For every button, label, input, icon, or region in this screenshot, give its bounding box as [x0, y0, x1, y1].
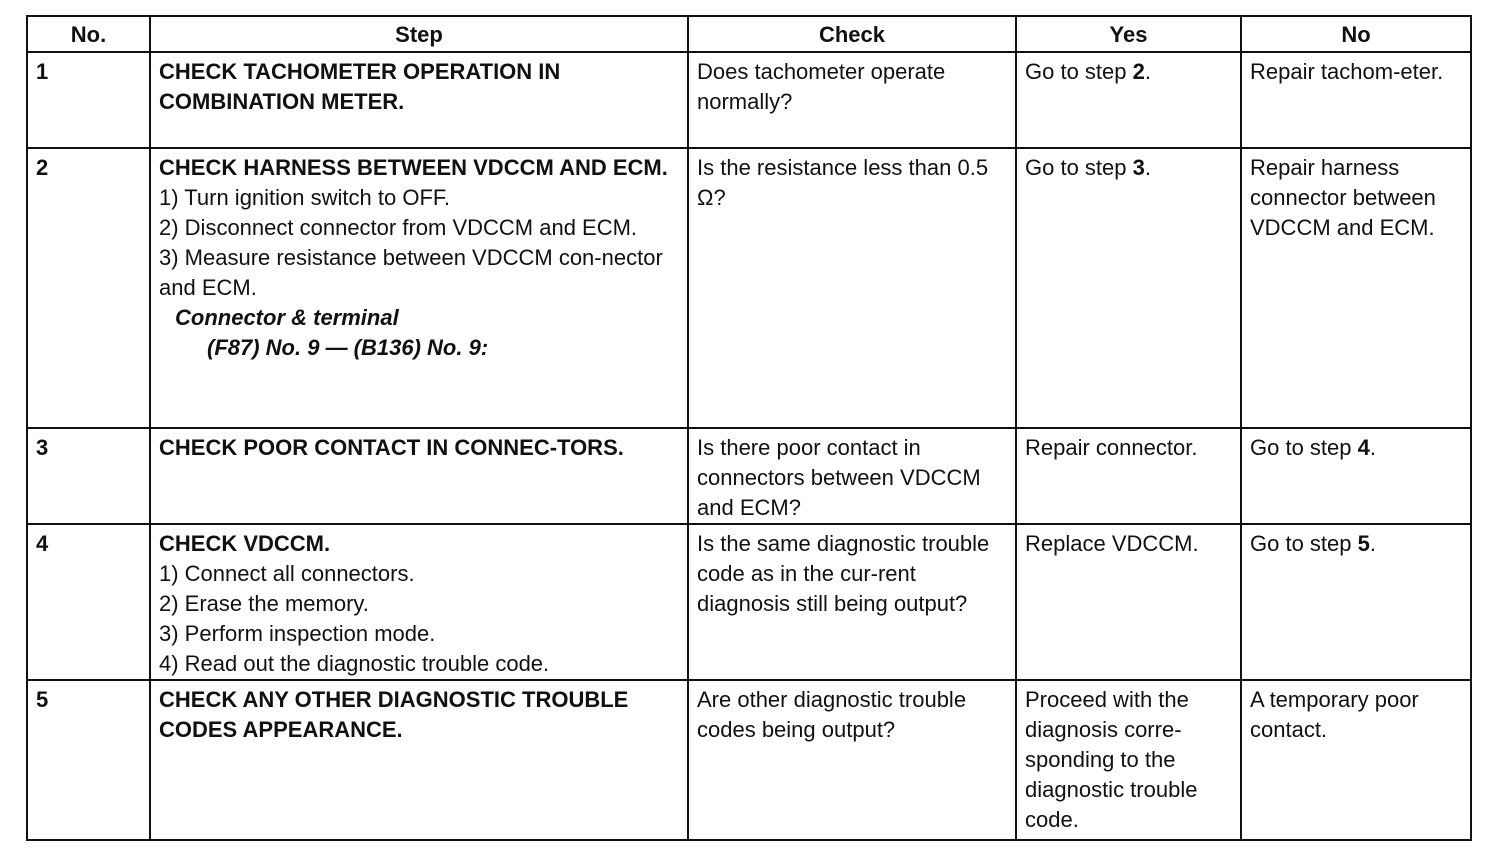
- step-number: 4: [27, 524, 150, 680]
- table-row: [27, 428, 1471, 524]
- no-cell: [1241, 52, 1471, 148]
- yes-text: Go to step: [1025, 59, 1133, 84]
- header-check: Check: [688, 16, 1016, 52]
- step-title: CHECK ANY OTHER DIAGNOSTIC TROUBLE CODES APPEARANCE.: [159, 687, 629, 742]
- no-cell: [1241, 428, 1471, 524]
- diagnostic-table: [26, 15, 1472, 841]
- no-cell: [1241, 148, 1471, 428]
- step-number: 3: [27, 428, 150, 524]
- table-row: [27, 524, 1471, 680]
- step-instruction: 2) Disconnect connector from VDCCM and ECM.: [159, 215, 638, 240]
- no-text: Repair harness connector between VDCCM and ECM.: [1250, 155, 1436, 240]
- no-step-ref: 4: [1357, 435, 1370, 460]
- yes-text-end: .: [1144, 155, 1151, 180]
- step-instruction: 3) Measure resistance between VDCCM con-nector and ECM.: [159, 245, 663, 300]
- header-yes: Yes: [1016, 16, 1241, 52]
- yes-text: Proceed with the diagnosis corre-sponding to the diagnostic trouble code.: [1025, 687, 1198, 832]
- no-text-end: .: [1369, 531, 1376, 556]
- yes-step-ref: 2: [1132, 59, 1145, 84]
- no-cell: [1241, 524, 1471, 680]
- step-cell: [150, 52, 688, 148]
- no-text: Go to step: [1250, 435, 1358, 460]
- yes-cell: [1016, 148, 1241, 428]
- header-no-col: No: [1241, 16, 1471, 52]
- no-text: Go to step: [1250, 531, 1358, 556]
- table-row: [27, 148, 1471, 428]
- yes-cell: [1016, 524, 1241, 680]
- yes-cell: [1016, 428, 1241, 524]
- check-cell: Is the same diagnostic trouble code as in the cur-rent diagnosis still being output?: [688, 524, 1016, 680]
- yes-cell: [1016, 680, 1241, 840]
- header-step: Step: [150, 16, 688, 52]
- step-title: CHECK TACHOMETER OPERATION IN COMBINATION METER.: [159, 59, 561, 114]
- step-instruction: 1) Turn ignition switch to OFF.: [159, 185, 450, 210]
- step-cell: [150, 148, 688, 428]
- header-row: [27, 16, 1471, 52]
- no-text: Repair tachom-eter.: [1250, 59, 1444, 84]
- step-instruction: 3) Perform inspection mode.: [159, 621, 436, 646]
- check-cell: Does tachometer operate normally?: [688, 52, 1016, 148]
- yes-cell: [1016, 52, 1241, 148]
- yes-text-end: .: [1144, 59, 1151, 84]
- step-instruction: 2) Erase the memory.: [159, 591, 369, 616]
- check-cell: Is the resistance less than 0.5 Ω?: [688, 148, 1016, 428]
- no-cell: [1241, 680, 1471, 840]
- step-number: 1: [27, 52, 150, 148]
- yes-step-ref: 3: [1132, 155, 1145, 180]
- no-text-end: .: [1369, 435, 1376, 460]
- step-cell: [150, 680, 688, 840]
- check-cell: Is there poor contact in connectors between VDCCM and ECM?: [688, 428, 1016, 524]
- step-number: 2: [27, 148, 150, 428]
- table-row: [27, 52, 1471, 148]
- step-title: CHECK VDCCM.: [159, 531, 331, 556]
- step-instruction: 4) Read out the diagnostic trouble code.: [159, 651, 550, 676]
- spec-label: Connector & terminal: [175, 305, 399, 330]
- step-title: CHECK HARNESS BETWEEN VDCCM AND ECM.: [159, 155, 668, 180]
- step-title: CHECK POOR CONTACT IN CONNEC-TORS.: [159, 435, 624, 460]
- header-no: No.: [27, 16, 150, 52]
- step-cell: [150, 524, 688, 680]
- no-step-ref: 5: [1357, 531, 1370, 556]
- no-text: A temporary poor contact.: [1250, 687, 1419, 742]
- yes-text: Replace VDCCM.: [1025, 531, 1199, 556]
- yes-text: Repair connector.: [1025, 435, 1198, 460]
- check-cell: Are other diagnostic trouble codes being output?: [688, 680, 1016, 840]
- step-number: 5: [27, 680, 150, 840]
- step-cell: [150, 428, 688, 524]
- spec-value: (F87) No. 9 — (B136) No. 9:: [207, 335, 489, 360]
- yes-text: Go to step: [1025, 155, 1133, 180]
- table-row: [27, 680, 1471, 840]
- step-instruction: 1) Connect all connectors.: [159, 561, 415, 586]
